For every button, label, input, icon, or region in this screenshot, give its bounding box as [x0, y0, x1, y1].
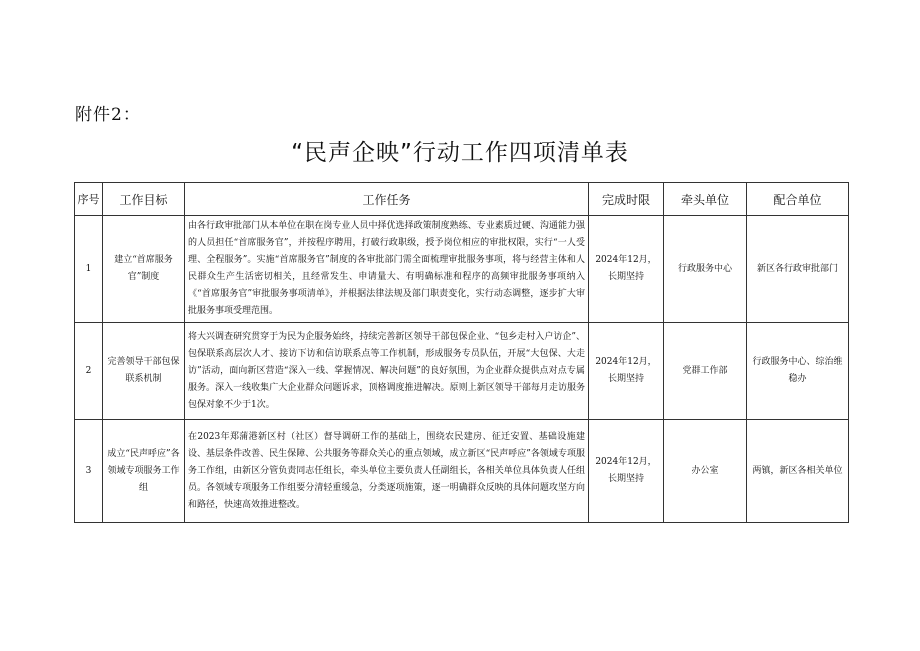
header-goal: 工作目标: [103, 183, 185, 216]
cell-seq: 3: [75, 420, 103, 523]
cell-deadline: 2024年12月，长期坚持: [589, 420, 664, 523]
document-title: “民声企映”行动工作四项清单表: [291, 140, 629, 166]
header-task: 工作任务: [185, 183, 589, 216]
cell-support-unit: 新区各行政审批部门: [747, 216, 849, 323]
cell-lead-unit: 党群工作部: [664, 323, 747, 420]
task-list-table: [74, 182, 849, 523]
header-lead-unit: 牵头单位: [664, 183, 747, 216]
table-header-row: [75, 183, 849, 216]
table-row: [75, 323, 849, 420]
table-row: [75, 420, 849, 523]
cell-deadline: 2024年12月，长期坚持: [589, 323, 664, 420]
attachment-label: 附件2：: [75, 105, 141, 125]
cell-goal: 建立“首席服务官”制度: [103, 216, 185, 323]
cell-lead-unit: 行政服务中心: [664, 216, 747, 323]
cell-task: 由各行政审批部门从本单位在职在岗专业人员中择优选择政策制度熟练、专业素质过硬、沟通能力强的人员担任“首席服务官”，并按程序聘用，打破行政职级，授予岗位相应的审批权限，实行“一人受理、全程服务”。实施“首席服务官”制度的各审批部门需全面梳理审批服务事项，将与经营主体和人民群众生产生活密切相关，且经常发生、申请量大、有明确标准和程序的高频审批服务事项纳入《“首席服务官”审批服务事项清单》，并根据法律法规及部门职责变化，实行动态调整，逐步扩大审批服务事项受理范围。: [185, 216, 589, 323]
header-seq: 序号: [75, 183, 103, 216]
cell-deadline: 2024年12月，长期坚持: [589, 216, 664, 323]
cell-goal: 完善领导干部包保联系机制: [103, 323, 185, 420]
cell-support-unit: 行政服务中心、综治维稳办: [747, 323, 849, 420]
table-row: [75, 216, 849, 323]
cell-task: 将大兴调查研究贯穿于为民为企服务始终，持续完善新区领导干部包保企业、“包乡走村入户访企”、包保联系高层次人才、接访下访和信访联系点等工作机制，形成服务专员队伍，开展“大包保、大走访”活动，面向新区营造“深入一线、掌握情况、解决问题”的良好氛围，为企业群众提供点对点专属服务。深入一线收集广大企业群众问题诉求，顶格调度推进解决。原则上新区领导干部每月走访服务包保对象不少于1次。: [185, 323, 589, 420]
cell-support-unit: 两镇，新区各相关单位: [747, 420, 849, 523]
cell-task: 在2023年郑蒲港新区村（社区）督导调研工作的基础上，围绕农民建房、征迁安置、基础设施建设、基层条件改善、民生保障、公共服务等群众关心的重点领域，成立新区“民声呼应”各领域专项服务工作组，由新区分管负责同志任组长，牵头单位主要负责人任副组长，各相关单位具体负责人任组员。各领域专项服务工作组要分清轻重缓急，分类逐项施策，逐一明确群众反映的具体问题攻坚方向和路径，快速高效推进整改。: [185, 420, 589, 523]
cell-seq: 2: [75, 323, 103, 420]
cell-goal: 成立“民声呼应”各领域专项服务工作组: [103, 420, 185, 523]
cell-seq: 1: [75, 216, 103, 323]
header-support-unit: 配合单位: [747, 183, 849, 216]
header-deadline: 完成时限: [589, 183, 664, 216]
cell-lead-unit: 办公室: [664, 420, 747, 523]
